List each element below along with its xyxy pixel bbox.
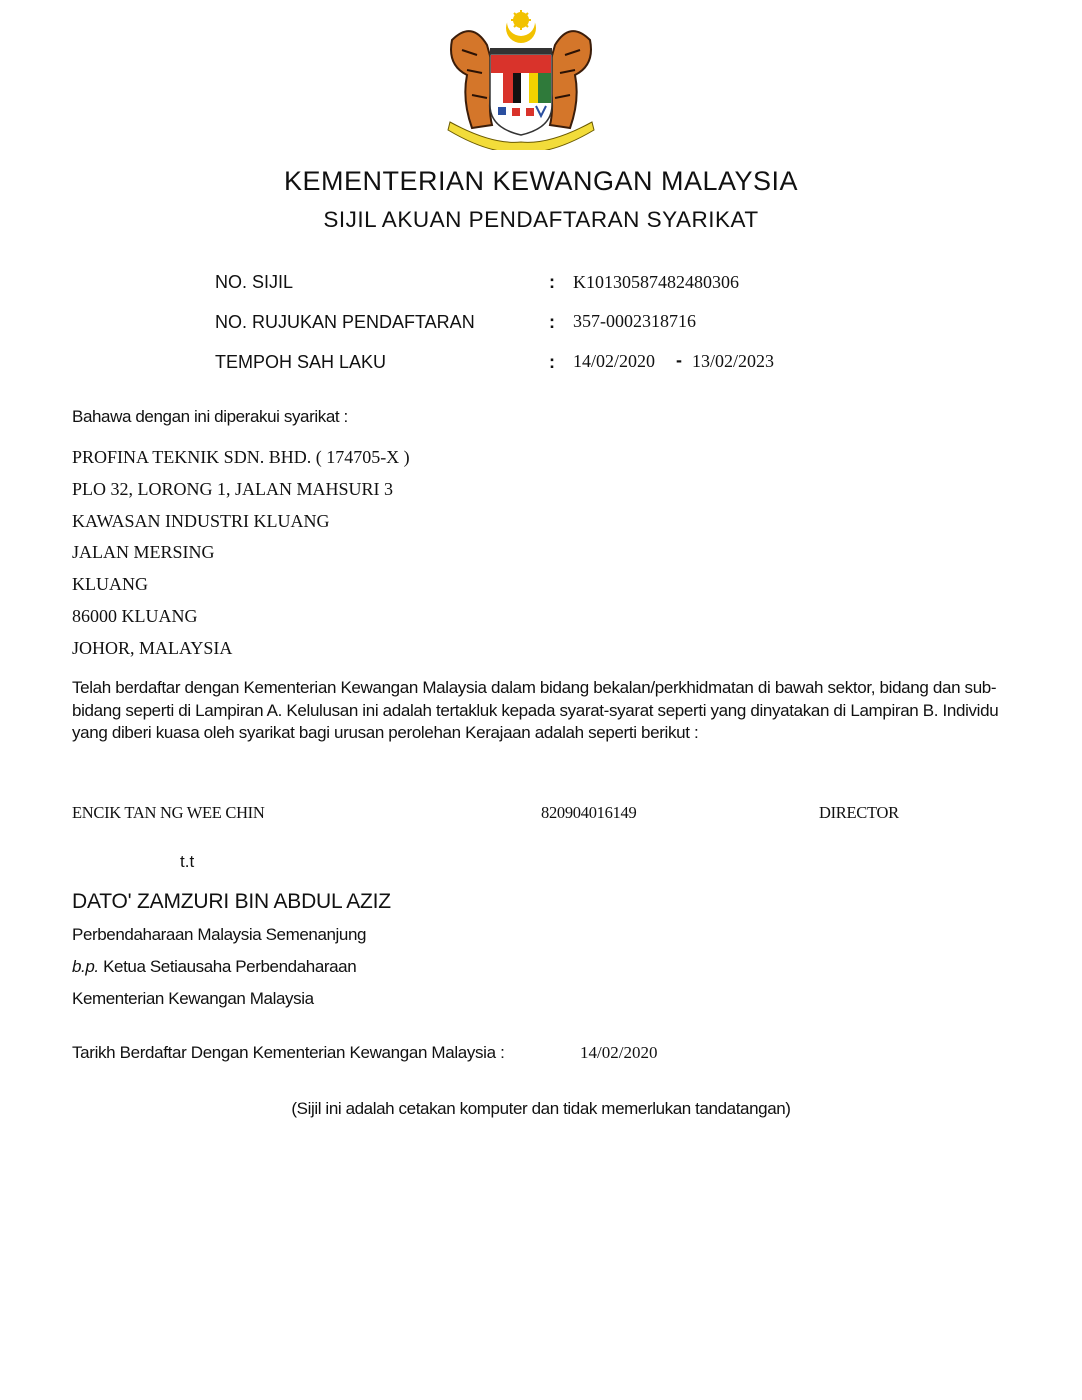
office-line-2 [72, 957, 356, 977]
authorized-person-position: DIRECTOR [819, 803, 899, 822]
validity-period-label: TEMPOH SAH LAKU [215, 352, 387, 372]
malaysia-coat-of-arms-icon [432, 10, 610, 150]
validity-start-date: 14/02/2020 [573, 351, 656, 371]
registration-date-label: Tarikh Berdaftar Dengan Kementerian Kewangan Malaysia : [72, 1043, 505, 1062]
address-line-2: KAWASAN INDUSTRI KLUANG [72, 511, 330, 531]
office-line-1: Perbendaharaan Malaysia Semenanjung [72, 925, 367, 944]
separator: : [549, 352, 555, 372]
registration-reference-label: NO. RUJUKAN PENDAFTARAN [215, 312, 475, 332]
intro-text: Bahawa dengan ini diperakui syarikat : [72, 407, 348, 426]
authorized-person-name: ENCIK TAN NG WEE CHIN [72, 803, 265, 822]
separator: : [549, 312, 555, 332]
certificate-number-value: K10130587482480306 [573, 272, 739, 292]
signed-mark: t.t [180, 852, 195, 871]
registration-reference-value: 357-0002318716 [573, 311, 696, 331]
address-postcode: 86000 KLUANG [72, 606, 198, 626]
office-line-3: Kementerian Kewangan Malaysia [72, 989, 314, 1008]
registration-statement: Telah berdaftar dengan Kementerian Kewangan Malaysia dalam bidang bekalan/perkhidmatan di bawah sektor, bidang dan sub-bidang seperti di Lampiran A. Kelulusan ini adalah tertakluk kepada syarat-syarat seperti yang dinyatakan di Lampiran B. Individu yang diberi kuasa oleh syarikat bagi urusan perolehan Kerajaan adalah seperti berikut : [72, 678, 999, 742]
ministry-name: KEMENTERIAN KEWANGAN MALAYSIA [283, 166, 799, 196]
address-city: KLUANG [72, 574, 148, 594]
validity-range-dash: - [676, 350, 682, 370]
address-line-3: JALAN MERSING [72, 542, 215, 562]
office-line-2-text: Ketua Setiausaha Perbendaharaan [103, 957, 357, 976]
separator: : [549, 272, 555, 292]
validity-end-date: 13/02/2023 [692, 351, 775, 371]
address-line-1: PLO 32, LORONG 1, JALAN MAHSURI 3 [72, 479, 394, 499]
authorized-person-id: 820904016149 [541, 803, 637, 822]
signer-name: DATO' ZAMZURI BIN ABDUL AZIZ [72, 890, 391, 913]
company-name: PROFINA TEKNIK SDN. BHD. ( 174705-X ) [72, 447, 410, 467]
document-title: SIJIL AKUAN PENDAFTARAN SYARIKAT [323, 207, 759, 232]
certificate-number-label: NO. SIJIL [215, 272, 294, 292]
address-state-country: JOHOR, MALAYSIA [72, 638, 233, 658]
registration-date-value: 14/02/2020 [580, 1043, 658, 1062]
bp-prefix: b.p. [72, 957, 99, 976]
computer-generated-note: (Sijil ini adalah cetakan komputer dan tidak memerlukan tandatangan) [291, 1099, 791, 1118]
